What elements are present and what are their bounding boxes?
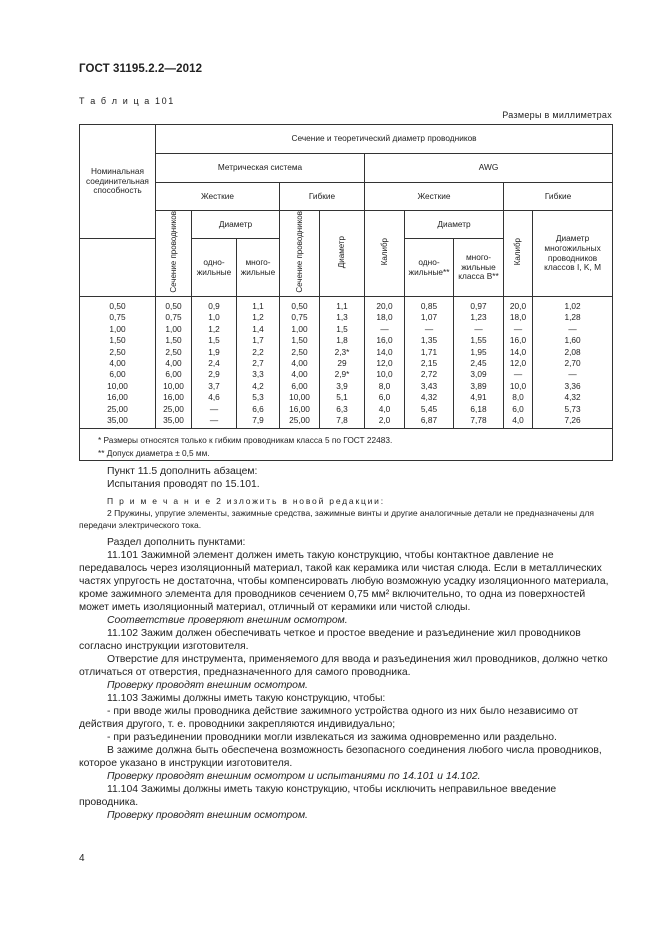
para-tests: Испытания проводят по 15.101. — [107, 479, 260, 490]
table-cell: 1,7 — [252, 335, 264, 346]
table-cell: 2,4 — [208, 358, 220, 369]
col-metric-flex-section — [280, 297, 320, 429]
table-cell: 1,2 — [208, 323, 220, 334]
para-11-5: Пункт 11.5 дополнить абзацем: — [107, 466, 258, 477]
col-awg-flex-caliber — [504, 297, 533, 429]
table-cell: 2,15 — [420, 358, 438, 369]
table-cell: 8,0 — [512, 392, 524, 403]
table-cell: 1,1 — [336, 301, 348, 311]
table-cell: 2,45 — [470, 358, 487, 369]
table-cell: 12,0 — [509, 358, 527, 369]
table-cell: 0,50 — [291, 301, 308, 311]
table-cell: 1,00 — [109, 323, 126, 334]
table-cell: 1,71 — [420, 346, 438, 357]
table-cell: 7,78 — [470, 415, 487, 426]
table-cell: 6,00 — [109, 369, 126, 380]
para-11-103-b: - при разъединении проводники могли извлекаться из зажима одновременно или раздельно. — [107, 732, 557, 743]
table-cell: 4,00 — [291, 369, 308, 380]
table-cell: 4,0 — [378, 403, 391, 414]
header-metric-flex-section: Сечение проводников — [280, 211, 320, 297]
header-awg-rigid-diameter: Диаметр — [405, 211, 504, 239]
table-cell: 3,43 — [420, 380, 438, 391]
table-cell: 6,3 — [336, 403, 348, 414]
table-cell: 14,0 — [509, 346, 527, 357]
table-cell: 0,50 — [165, 301, 182, 311]
para-11-104: 11.104 Зажимы должны иметь такую конструкцию, чтобы исключить неправильное введение проводника. — [79, 784, 557, 808]
table-cell: 1,8 — [336, 335, 348, 346]
table-cell: 1,00 — [291, 323, 308, 334]
header-awg-rigid: Жесткие — [365, 183, 504, 211]
table-cell: 1,07 — [420, 312, 438, 323]
table-cell: 7,9 — [252, 415, 264, 426]
table-cell: 29 — [337, 358, 347, 369]
col-nominal — [80, 297, 156, 429]
table-cell: 3,9 — [336, 380, 348, 391]
table-cell: 2,0 — [378, 415, 391, 426]
header-metric: Метрическая система — [156, 154, 365, 183]
table-cell: 0,85 — [420, 301, 438, 311]
para-11-103: 11.103 Зажимы должны иметь такую конструкцию, чтобы: — [107, 693, 386, 704]
document-header: ГОСТ 31195.2.2—2012 — [79, 63, 203, 75]
header-single: одно-жильные — [192, 239, 237, 297]
table-cell: — — [424, 323, 434, 334]
header-metric-rigid: Жесткие — [156, 183, 280, 211]
table-cell: 2,70 — [564, 358, 581, 369]
para-11-103-a: - при вводе жилы проводника действие зажимного устройства одного из них было независимо от действия другого, т. е. проводники закрепляются индивидуально; — [79, 706, 579, 730]
table-cell: 16,0 — [376, 335, 393, 346]
col-awg-rigid-multi — [454, 297, 504, 429]
table-cell: 16,00 — [163, 392, 184, 403]
table-cell: 1,02 — [564, 301, 581, 311]
table-cell: 1,4 — [252, 323, 264, 334]
para-11-103-check: Проверку проводят внешним осмотром и испытаниями по 14.101 и 14.102. — [107, 771, 481, 782]
table-cell: 4,6 — [208, 392, 220, 403]
table-cell: 3,89 — [470, 380, 487, 391]
table-cell: 1,3 — [336, 312, 348, 323]
table-cell: — — [380, 323, 389, 334]
table-cell: 6,00 — [165, 369, 182, 380]
table-cell: 4,2 — [252, 380, 264, 391]
table-cell: 6,0 — [512, 403, 524, 414]
table-cell: — — [568, 369, 577, 380]
table-cell: 1,0 — [208, 312, 220, 323]
header-nominal: Номинальная соединительная способность — [80, 125, 156, 239]
table-cell: 1,55 — [470, 335, 487, 346]
units-note: Размеры в миллиметрах — [502, 110, 612, 120]
table-cell: 6,0 — [378, 392, 391, 403]
table-cell: 0,75 — [291, 312, 308, 323]
table-cell: 10,00 — [107, 380, 128, 391]
table-cell: 1,23 — [470, 312, 487, 323]
table-cell: 0,50 — [109, 301, 126, 311]
para-11-102-hole: Отверстие для инструмента, применяемого для ввода и разъединения жил проводников, должно четко отличаться от отверстия, предназначенного для самого проводника. — [79, 654, 608, 678]
table-cell: 2,50 — [109, 346, 126, 357]
table-cell: 3,09 — [470, 369, 487, 380]
table-cell: 4,0 — [512, 415, 524, 426]
header-metric-rigid-section: Сечение проводников — [156, 211, 192, 297]
col-metric-rigid-single — [192, 297, 237, 429]
col-awg-flex-diameter — [533, 297, 613, 429]
conductor-table — [79, 124, 613, 461]
table-cell: 6,00 — [291, 380, 308, 391]
table-cell: 16,0 — [509, 335, 527, 346]
header-metric-rigid-diameter: Диаметр — [192, 211, 280, 239]
table-cell: 25,00 — [289, 415, 310, 426]
table-cell: 1,60 — [564, 335, 581, 346]
header-awg: AWG — [365, 154, 613, 183]
table-cell: 16,00 — [107, 392, 128, 403]
table-cell: 2,08 — [564, 346, 581, 357]
para-11-101: 11.101 Зажимной элемент должен иметь такую конструкцию, чтобы контактное давление не передавалось через изоляционный материал, такой как керамика или чистая слюда. Если в металлических частях упругость не достаточна, чтобы компенсировать любую возможную усадку изоляционного материала, кроме зажимного элемента для проводников сечением 0,75 мм² включительно, то одна из поверхностей может иметь изоляционный материал, отличный от керамики или чистой слюды. — [79, 550, 609, 613]
table-cell: — — [209, 403, 219, 414]
table-cell: 0,75 — [109, 312, 126, 323]
table-cell: 6,6 — [252, 403, 264, 414]
table-cell: 5,45 — [420, 403, 438, 414]
table-cell: 5,73 — [564, 403, 581, 414]
table-cell: 7,26 — [564, 415, 581, 426]
table-cell: 1,50 — [165, 335, 182, 346]
table-cell: 35,00 — [107, 415, 128, 426]
col-awg-rigid-single — [405, 297, 454, 429]
table-cell: 35,00 — [163, 415, 184, 426]
table-cell: 1,5 — [336, 323, 348, 334]
table-cell: 1,00 — [165, 323, 182, 334]
table-cell: 2,3* — [334, 346, 350, 357]
table-cell: 2,2 — [252, 346, 264, 357]
body-text — [79, 465, 615, 822]
table-cell: 4,00 — [109, 358, 126, 369]
table-cell: 10,00 — [163, 380, 184, 391]
table-cell: 1,28 — [564, 312, 581, 323]
header-awg-flex-caliber: Калибр — [504, 211, 533, 297]
table-caption: Т а б л и ц а 101 — [79, 96, 175, 106]
table-cell: 6,87 — [420, 415, 438, 426]
table-cell: — — [209, 415, 219, 426]
col-awg-rigid-caliber — [365, 297, 405, 429]
table-cell: 2,7 — [252, 358, 264, 369]
table-cell: 6,18 — [470, 403, 487, 414]
header-awg-multi: много-жильные класса B** — [454, 239, 504, 297]
para-11-104-check: Проверку проводят внешним осмотром. — [107, 810, 308, 821]
table-cell: 2,72 — [420, 369, 438, 380]
header-awg-rigid-caliber: Калибр — [365, 211, 405, 297]
table-cell: 4,32 — [564, 392, 581, 403]
col-metric-rigid-multi — [237, 297, 280, 429]
table-cell: — — [474, 323, 483, 334]
table-cell: 2,50 — [165, 346, 182, 357]
table-cell: 2,50 — [291, 346, 308, 357]
header-metric-flex-diameter: Диаметр — [320, 211, 365, 297]
table-cell: 2,9* — [334, 369, 350, 380]
table-cell: 0,9 — [208, 301, 220, 311]
table-cell: 16,00 — [289, 403, 310, 414]
para-11-101-check: Соответствие проверяют внешним осмотром. — [107, 615, 348, 626]
col-metric-flex-diameter — [320, 297, 365, 429]
table-cell: 18,0 — [376, 312, 393, 323]
table-cell: 0,75 — [165, 312, 182, 323]
table-cell: 1,9 — [208, 346, 220, 357]
col-metric-rigid-section — [156, 297, 192, 429]
para-11-102: 11.102 Зажим должен обеспечивать четкое и простое введение и разъединение жил проводников согласно инструкции изготовителя. — [79, 628, 581, 652]
table-cell: 20,0 — [509, 301, 527, 311]
header-multi: много-жильные — [237, 239, 280, 297]
table-cell: 12,0 — [376, 358, 393, 369]
table-cell: 4,00 — [165, 358, 182, 369]
table-cell: 4,32 — [420, 392, 438, 403]
table-cell: 3,7 — [208, 380, 220, 391]
table-cell: 1,1 — [252, 301, 264, 311]
table-cell: 1,2 — [252, 312, 264, 323]
section-add: Раздел дополнить пунктами: — [107, 537, 246, 548]
note-heading: П р и м е ч а н и е 2 изложить в новой редакции: — [107, 496, 385, 506]
header-awg-single: одно-жильные** — [405, 239, 454, 297]
table-cell: 10,00 — [289, 392, 310, 403]
table-cell: 1,95 — [470, 346, 487, 357]
page-number: 4 — [79, 853, 85, 864]
table-cell: — — [568, 323, 577, 334]
table-cell: 8,0 — [378, 380, 391, 391]
table-cell: 10,0 — [376, 369, 393, 380]
table-cell: 5,1 — [336, 392, 348, 403]
table-cell: 14,0 — [376, 346, 393, 357]
para-11-103-c: В зажиме должна быть обеспечена возможность безопасного соединения любого числа проводников, которое указано в инструкции изготовителя. — [79, 745, 602, 769]
header-metric-flexible: Гибкие — [280, 183, 365, 211]
table-cell: — — [513, 323, 523, 334]
note-1: * Размеры относятся только к гибким проводникам класса 5 по ГОСТ 22483. — [98, 435, 393, 445]
table-cell: 2,9 — [208, 369, 220, 380]
table-cell: 1,5 — [208, 335, 220, 346]
table-cell: 0,97 — [470, 301, 487, 311]
table-body-row — [80, 297, 613, 429]
note-2: ** Допуск диаметра ± 0,5 мм. — [98, 448, 210, 458]
table-cell: 5,3 — [252, 392, 264, 403]
header-awg-flexible: Гибкие — [504, 183, 613, 211]
para-11-102-check: Проверку проводят внешним осмотром. — [107, 680, 308, 691]
table-cell: 1,35 — [420, 335, 438, 346]
table-notes — [80, 429, 613, 461]
table-cell: 18,0 — [509, 312, 527, 323]
table-cell: 4,91 — [470, 392, 487, 403]
table-cell: 20,0 — [376, 301, 393, 311]
note-2-text: 2 Пружины, упругие элементы, зажимные средства, зажимные винты и другие аналогичные детали не предназначены для передачи электрического тока. — [79, 508, 594, 530]
table-cell: 3,3 — [252, 369, 264, 380]
table-cell: — — [513, 369, 523, 380]
table-cell: 7,8 — [336, 415, 348, 426]
header-section: Сечение и теоретический диаметр проводников — [156, 125, 613, 154]
table-cell: 10,0 — [509, 380, 527, 391]
table-cell: 3,36 — [564, 380, 581, 391]
header-awg-flex-diameter: Диаметр многожильных проводников классов I, K, M — [533, 211, 613, 297]
table-cell: 4,00 — [291, 358, 308, 369]
table-cell: 25,00 — [107, 403, 128, 414]
table-cell: 1,50 — [291, 335, 308, 346]
table-cell: 25,00 — [163, 403, 184, 414]
table-cell: 1,50 — [109, 335, 126, 346]
